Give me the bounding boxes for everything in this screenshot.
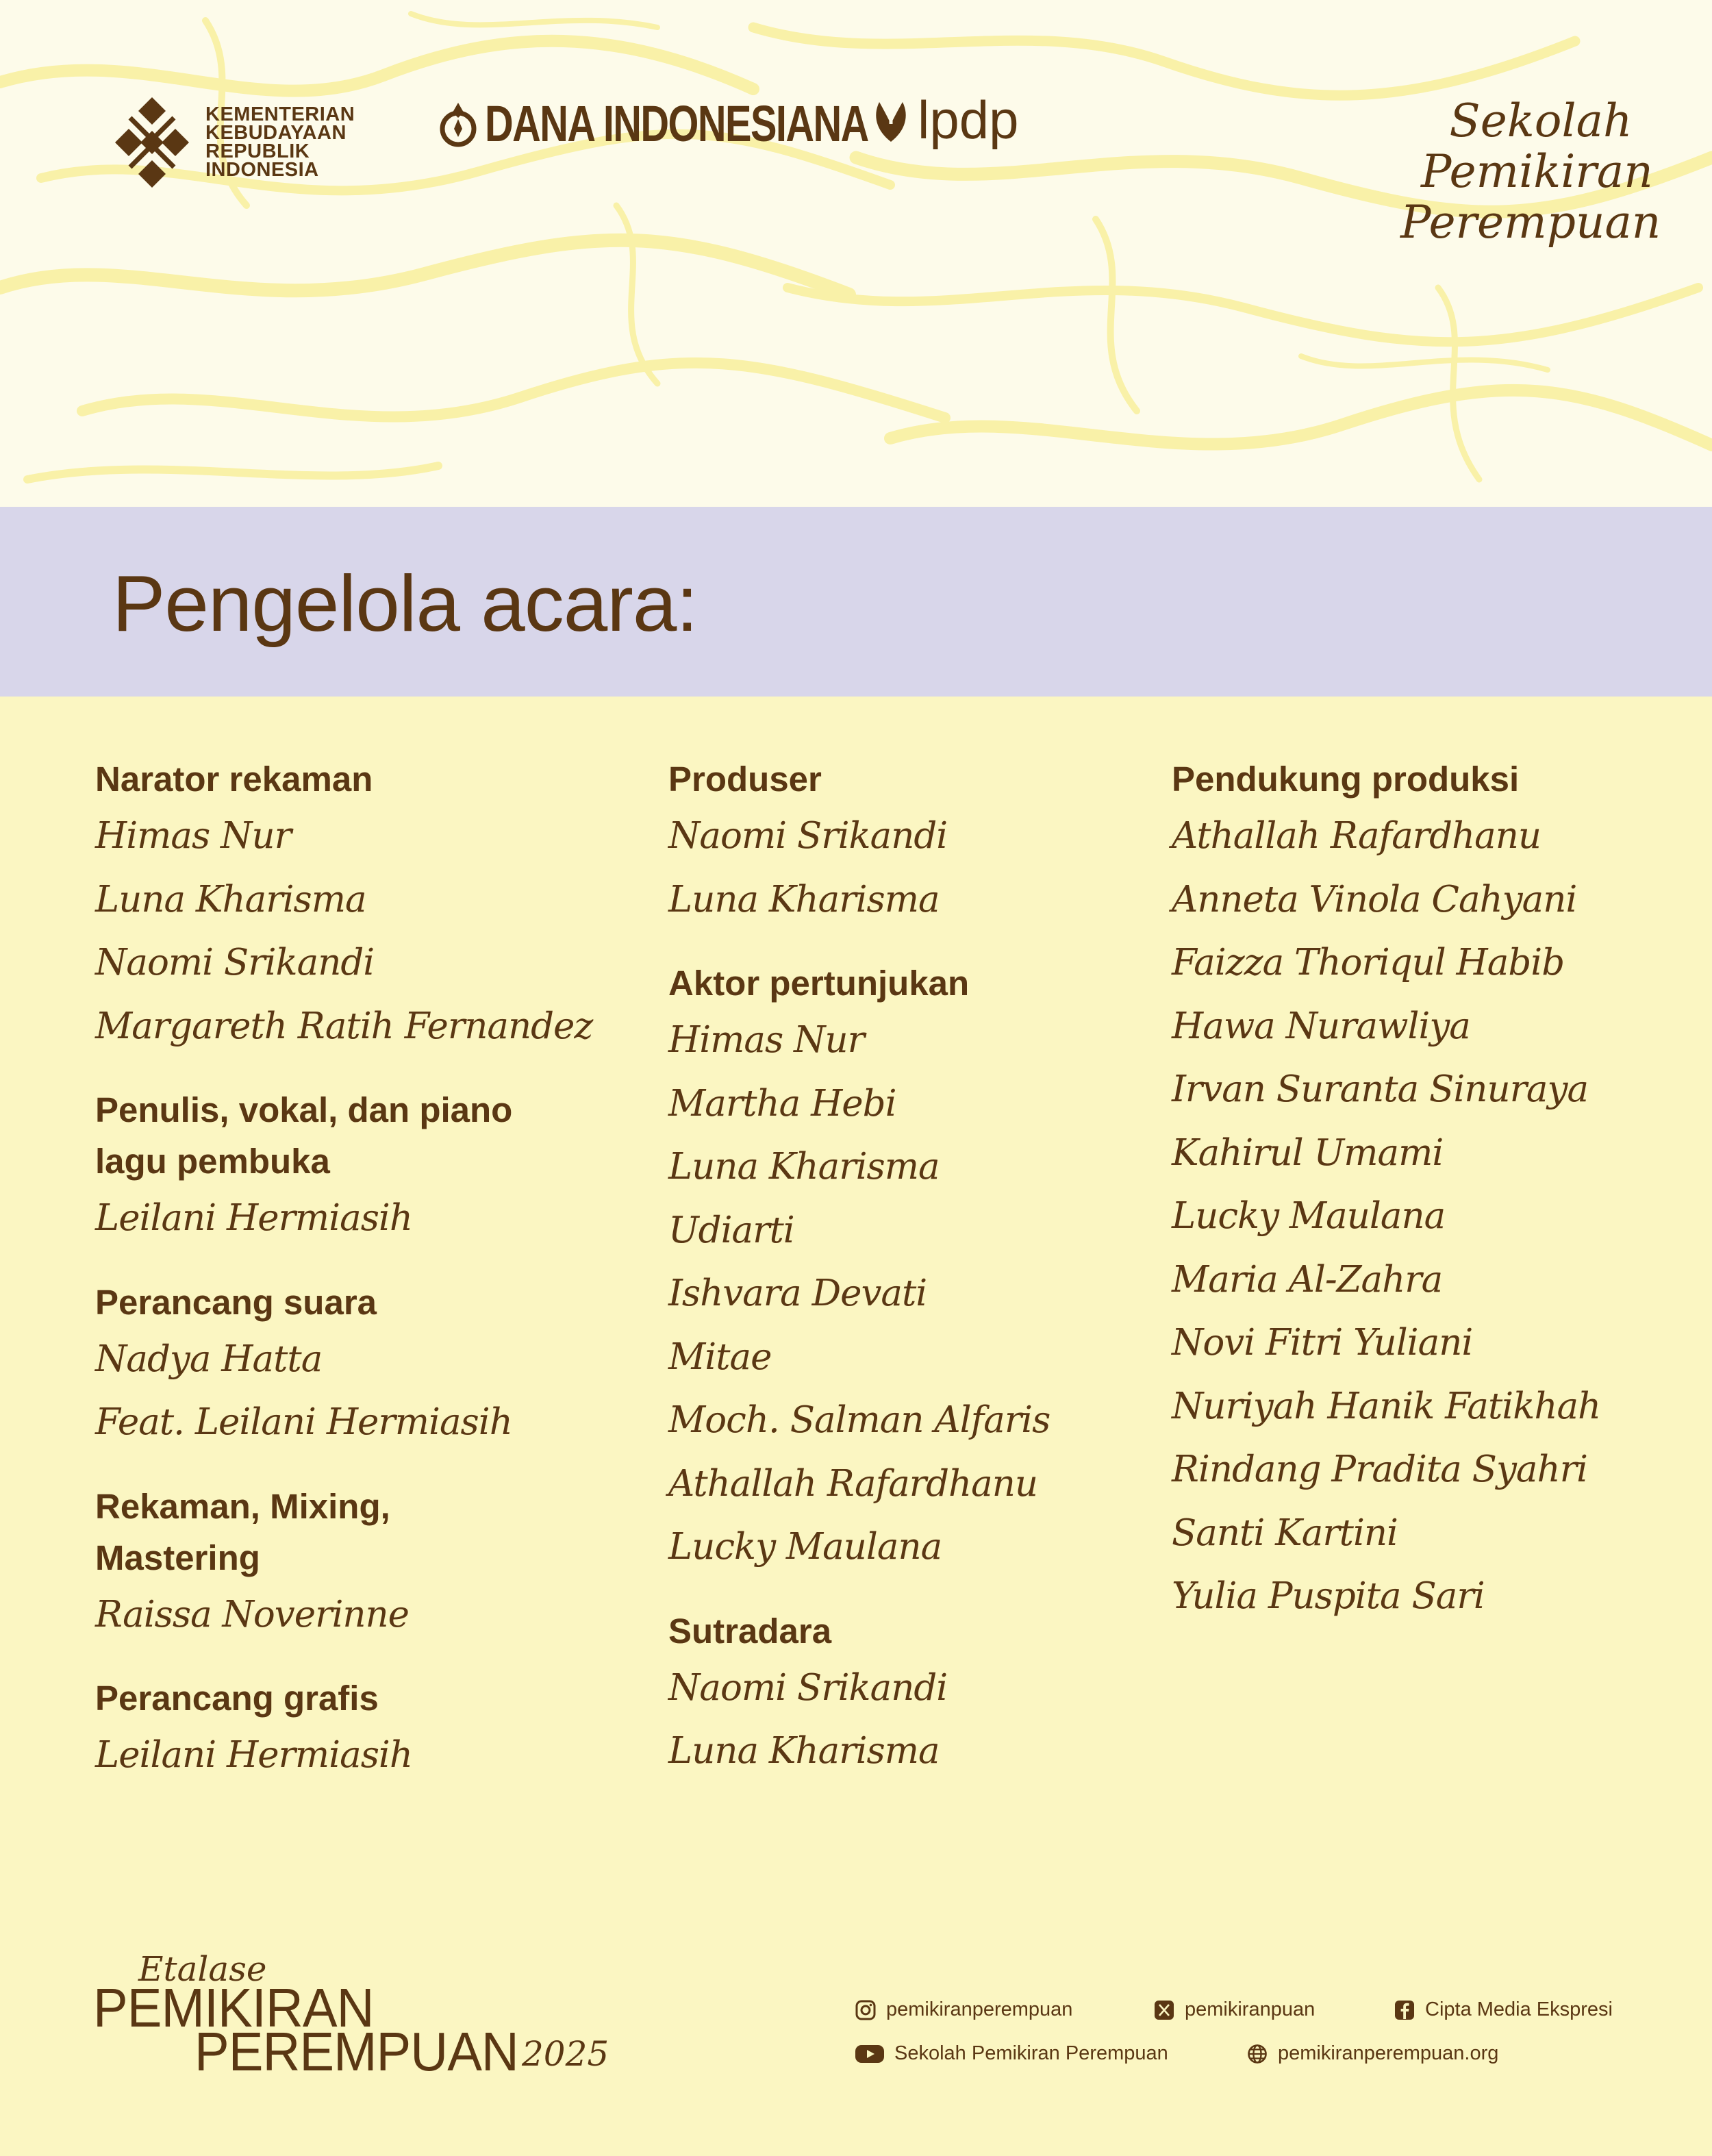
sekolah-pemikiran-perempuan-logo: [1400, 95, 1661, 249]
credit-section: [95, 1672, 588, 1788]
dana-indonesiana-emblem-icon: [438, 100, 478, 148]
person-name: Novi Fitri Yuliani: [1172, 1322, 1473, 1364]
person-name: Naomi Srikandi: [668, 815, 948, 857]
person-name: Udiarti: [668, 1209, 794, 1251]
kemendikbud-line: INDONESIA: [205, 159, 319, 181]
brand-line-1: PEMIKIRAN: [93, 1977, 374, 2038]
credit-section: [1172, 753, 1678, 1629]
youtube-link[interactable]: [855, 2042, 1168, 2065]
credit-section: [95, 1084, 588, 1251]
person-name: Leilani Hermiasih: [95, 1197, 413, 1239]
lpdp-wordmark: lpdp: [918, 90, 1019, 150]
person-name: Lucky Maulana: [1172, 1195, 1446, 1237]
role-heading: Mastering: [95, 1538, 260, 1577]
person-name: Luna Kharisma: [95, 878, 366, 920]
person-name: Moch. Salman Alfaris: [668, 1399, 1050, 1441]
person-name: Athallah Rafardhanu: [668, 1462, 1038, 1505]
role-heading: Penulis, vokal, dan piano: [95, 1090, 513, 1129]
person-name: Kahirul Umami: [1172, 1131, 1444, 1174]
credits-column-3: [1172, 753, 1678, 1655]
person-name: Rindang Pradita Syahri: [1172, 1449, 1587, 1490]
role-heading: Aktor pertunjukan: [668, 964, 970, 1003]
x-icon: [1153, 1999, 1175, 2021]
website-url: pemikiranperempuan.org: [1278, 2042, 1499, 2064]
person-name: Martha Hebi: [668, 1082, 896, 1125]
youtube-channel: Sekolah Pemikiran Perempuan: [894, 2042, 1168, 2064]
person-name: Maria Al-Zahra: [1172, 1258, 1443, 1301]
website-link[interactable]: [1246, 2042, 1498, 2065]
role-heading: Perancang grafis: [95, 1679, 379, 1718]
person-name: Hawa Nurawliya: [1172, 1005, 1470, 1047]
spp-logo-line: Perempuan: [1400, 196, 1661, 249]
person-name: Himas Nur: [668, 1019, 864, 1061]
person-name: Ishvara Devati: [668, 1273, 927, 1314]
kemendikbud-line: REPUBLIK: [205, 140, 310, 162]
person-name: Naomi Srikandi: [668, 1666, 948, 1709]
person-name: Luna Kharisma: [668, 878, 940, 920]
person-name: Mitae: [668, 1336, 772, 1378]
person-name: Athallah Rafardhanu: [1172, 815, 1541, 857]
person-name: Margareth Ratih Fernandez: [95, 1005, 593, 1047]
lpdp-leaf-icon: [870, 97, 912, 145]
person-name: Raissa Noverinne: [95, 1593, 410, 1635]
person-name: Santi Kartini: [1172, 1512, 1398, 1554]
person-name: Naomi Srikandi: [95, 942, 375, 983]
facebook-page: Cipta Media Ekspresi: [1425, 1998, 1613, 2020]
kemendikbud-line: KEMENTERIAN: [205, 103, 355, 125]
credit-section: [668, 957, 1161, 1579]
person-name: Himas Nur: [95, 815, 291, 857]
person-name: Luna Kharisma: [668, 1730, 940, 1772]
role-heading: Sutradara: [668, 1611, 832, 1651]
person-name: Leilani Hermiasih: [95, 1734, 413, 1776]
credit-section: [668, 1605, 1161, 1783]
person-name: Anneta Vinola Cahyani: [1172, 878, 1577, 920]
credits-column-1: [95, 753, 593, 1814]
marble-texture: [0, 0, 1712, 507]
person-name: Luna Kharisma: [668, 1146, 940, 1188]
credit-section: [95, 753, 593, 1058]
globe-icon: [1246, 2043, 1268, 2065]
credit-section: [95, 1277, 588, 1455]
lpdp-logo: [870, 89, 1018, 151]
spp-logo-line: Pemikiran: [1421, 145, 1653, 198]
kemenbud-emblem-icon: [110, 95, 194, 190]
role-heading: Narator rekaman: [95, 760, 373, 799]
credits-column-2: [668, 753, 1161, 1809]
role-heading: Perancang suara: [95, 1282, 377, 1322]
hero-header: [0, 0, 1712, 507]
person-name: Nuriyah Hanik Fatikhah: [1172, 1385, 1601, 1427]
instagram-link[interactable]: [855, 1998, 1072, 2021]
person-name: Irvan Suranta Sinuraya: [1172, 1068, 1589, 1110]
x-link[interactable]: [1153, 1998, 1315, 2021]
x-handle: pemikiranpuan: [1185, 1998, 1316, 2020]
kemendikbud-logo: [110, 95, 355, 190]
credit-section: [95, 1481, 588, 1647]
person-name: Faizza Thoriqul Habib: [1172, 942, 1565, 983]
instagram-handle: pemikiranperempuan: [886, 1998, 1073, 2020]
role-heading: Pendukung produksi: [1172, 760, 1520, 799]
person-name: Lucky Maulana: [668, 1526, 942, 1568]
role-heading: Produser: [668, 760, 822, 799]
brand-kicker: Etalase: [138, 1949, 267, 1989]
dana-indonesiana-wordmark: DANA INDONESIANA: [485, 95, 868, 152]
credit-section: [668, 753, 1161, 931]
instagram-icon: [855, 1999, 877, 2021]
page-title: Pengelola acara:: [112, 559, 698, 648]
brand-line-2: PEREMPUAN: [194, 2021, 518, 2082]
spp-logo-line: Sekolah: [1449, 95, 1633, 147]
youtube-icon: [855, 2043, 885, 2065]
title-band: [0, 507, 1712, 697]
brand-year: 2025: [522, 2034, 609, 2074]
person-name: Feat. Leilani Hermiasih: [95, 1401, 512, 1443]
role-heading: lagu pembuka: [95, 1142, 330, 1181]
facebook-icon: [1394, 1999, 1415, 2021]
kemendikbud-line: KEBUDAYAAN: [205, 122, 347, 144]
facebook-link[interactable]: [1394, 1998, 1613, 2021]
person-name: Nadya Hatta: [95, 1338, 323, 1380]
person-name: Yulia Puspita Sari: [1172, 1575, 1485, 1617]
role-heading: Rekaman, Mixing,: [95, 1486, 390, 1526]
etalase-brand-logo: [93, 1949, 614, 2082]
